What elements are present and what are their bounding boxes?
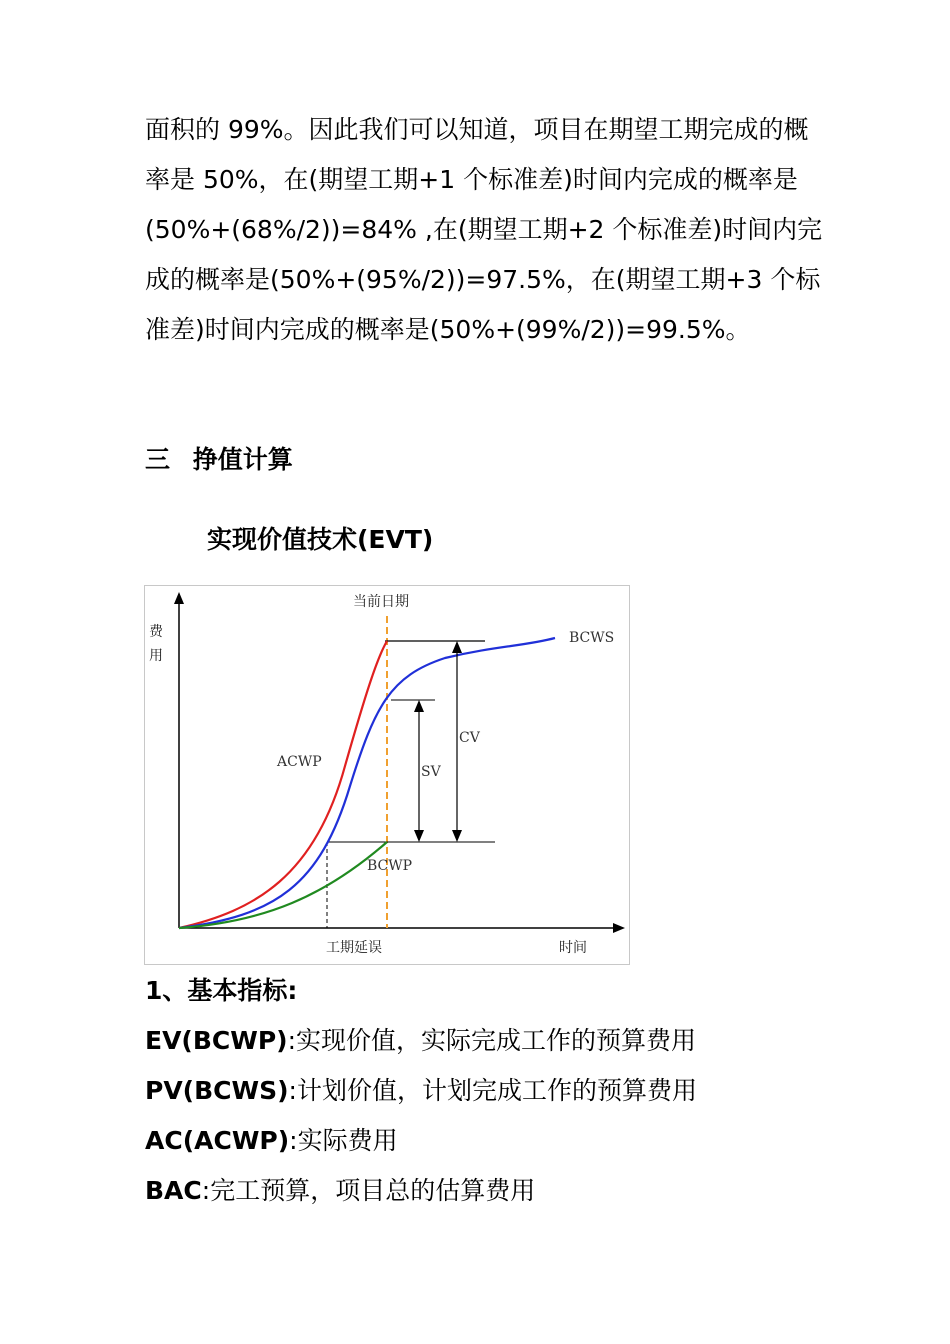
bcws-label: BCWS: [569, 630, 615, 646]
metric-item: [145, 1016, 696, 1066]
bcwp-curve: [179, 842, 387, 928]
acwp-curve: [179, 641, 387, 928]
cv-label: CV: [459, 730, 480, 746]
metric-item: [145, 1066, 697, 1116]
acwp-label: ACWP: [277, 754, 322, 770]
intro-line: (50%+(68%/2))=84% ,在(期望工期+2 个标准差)时间内完: [145, 215, 823, 244]
metrics-heading: 1、基本指标:: [145, 976, 298, 1005]
y-axis-label-2: 用: [149, 648, 163, 664]
cv-arrow-top: [452, 641, 462, 653]
figure-title: 实现价值技术(EVT): [207, 525, 434, 554]
intro-line: 准差)时间内完成的概率是(50%+(99%/2))=99.5%。: [145, 315, 751, 344]
y-axis-label-1: 费: [149, 624, 163, 640]
evt-diagram: [145, 586, 629, 964]
metric-desc: :实际费用: [289, 1126, 398, 1155]
intro-line: 成的概率是(50%+(95%/2))=97.5%，在(期望工期+3 个标: [145, 265, 821, 294]
metric-desc: :完工预算，项目总的估算费用: [201, 1176, 536, 1205]
metric-desc: :实现价值，实际完成工作的预算费用: [287, 1026, 697, 1055]
y-axis-arrow: [174, 592, 184, 604]
intro-paragraph: [145, 105, 825, 355]
metric-term: PV(BCWS): [145, 1076, 289, 1105]
metric-term: AC(ACWP): [145, 1126, 290, 1155]
metric-desc: :计划价值，计划完成工作的预算费用: [288, 1076, 697, 1105]
metric-item: [145, 1116, 398, 1166]
metric-item: [145, 1166, 535, 1216]
section-heading: [145, 440, 293, 476]
bcwp-label: BCWP: [367, 858, 413, 874]
section-number: 三: [145, 445, 171, 474]
cv-arrow-bottom: [452, 830, 462, 842]
evt-figure: [144, 585, 630, 965]
delay-label: 工期延误: [326, 940, 382, 956]
sv-arrow-bottom: [414, 830, 424, 842]
current-date-label: 当前日期: [353, 594, 409, 610]
x-axis-arrow: [613, 923, 625, 933]
section-title: 挣值计算: [192, 445, 293, 474]
x-axis-label: 时间: [559, 940, 587, 956]
intro-line: 面积的 99%。因此我们可以知道，项目在期望工期完成的概: [145, 115, 809, 144]
metric-term: BAC: [145, 1176, 202, 1205]
sv-arrow-top: [414, 700, 424, 712]
sv-label: SV: [421, 764, 441, 780]
bcws-curve: [179, 638, 555, 928]
intro-line: 率是 50%，在(期望工期+1 个标准差)时间内完成的概率是: [145, 165, 798, 194]
metric-term: EV(BCWP): [145, 1026, 288, 1055]
